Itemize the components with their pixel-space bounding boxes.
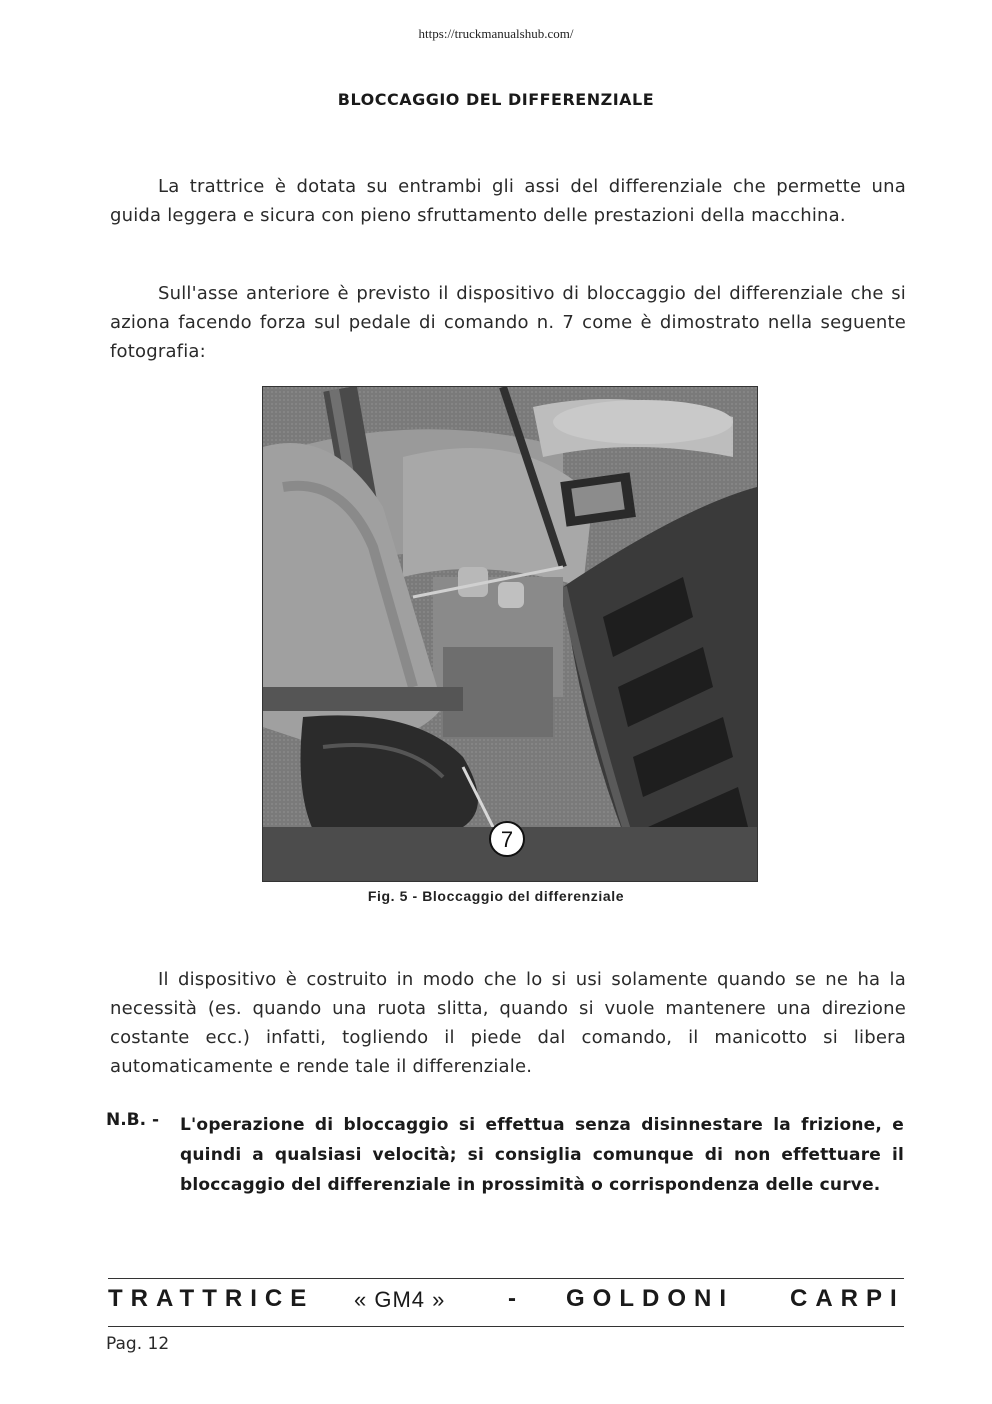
figure-photo [262, 386, 758, 882]
paragraph-intro: La trattrice è dotata su entrambi gli assi del differenziale che permette una guida leggera e sicura con pieno sfruttamento delle prestazioni della macchina. [110, 176, 906, 226]
footer-model: « GM4 » [354, 1287, 446, 1312]
footer-city: CARPI [790, 1285, 905, 1312]
footer-maker: GOLDONI [566, 1285, 734, 1312]
paragraph-device-usage: Il dispositivo è costruito in modo che lo si usi solamente quando se ne ha la necessità (es. quando una ruota slitta, quando si vuole mantenere una direzione costante ecc.) infatti, togliendo il piede dal comando, il manicotto si libera automaticamente e rende tale il differenziale. [110, 969, 906, 1077]
footer-rule-bottom [108, 1326, 904, 1327]
tractor-differential-photo [263, 387, 757, 881]
footer-title [108, 1285, 904, 1319]
footer-separator: - [508, 1285, 516, 1312]
note-label: N.B. - [106, 1110, 160, 1130]
note-text: L'operazione di bloccaggio si effettua senza disinnestare la frizione, e quindi a qualsiasi velocità; si consiglia comunque di non effettuare il bloccaggio del differenziale in prossimità o corrispondenza delle curve. [180, 1115, 904, 1195]
page-title: BLOCCAGGIO DEL DIFFERENZIALE [337, 90, 655, 109]
source-url: https://truckmanualshub.com/ [418, 26, 574, 41]
callout-number-7: 7 [500, 827, 514, 852]
paragraph-front-axle: Sull'asse anteriore è previsto il dispositivo di bloccaggio del differenziale che si aziona facendo forza sul pedale di comando n. 7 come è dimostrato nella seguente fotografia: [110, 283, 906, 362]
footer-brand: TRATTRICE [108, 1285, 315, 1312]
page-number: Pag. 12 [106, 1334, 170, 1354]
footer-rule-top [108, 1278, 904, 1279]
figure-caption: Fig. 5 - Bloccaggio del differenziale [367, 888, 625, 904]
